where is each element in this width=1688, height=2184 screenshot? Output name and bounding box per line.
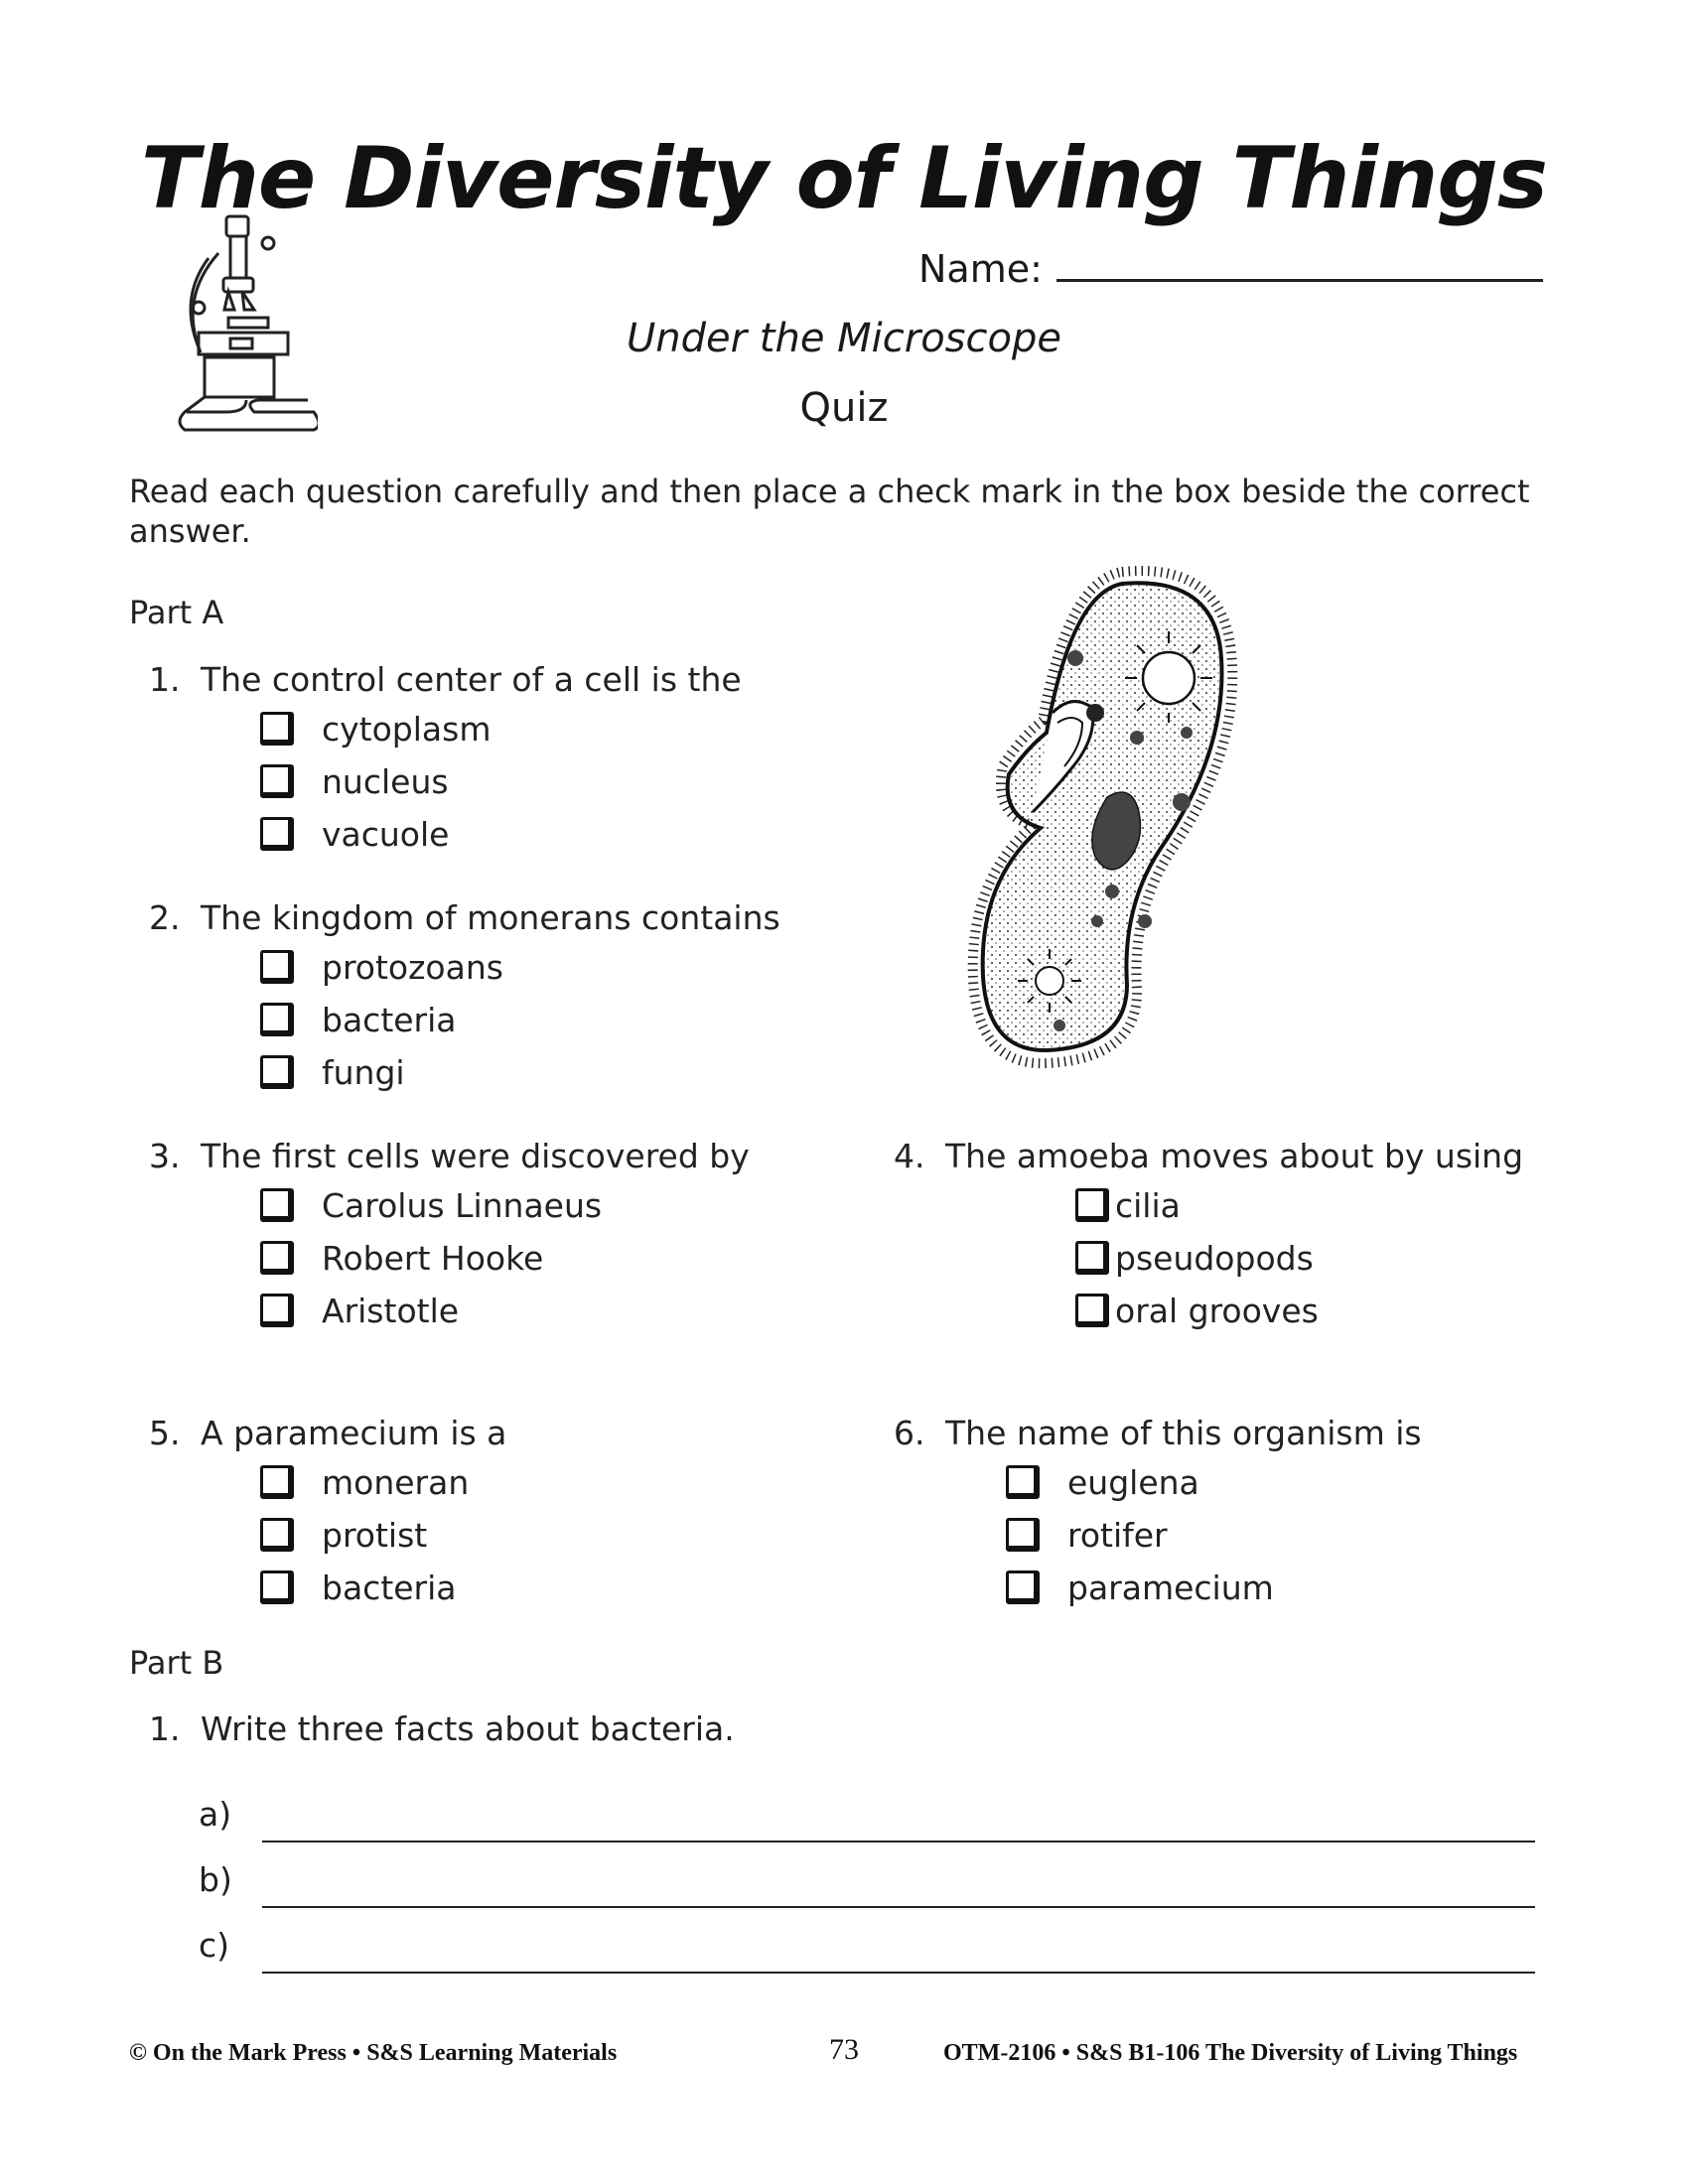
quiz-heading: Quiz [799, 385, 889, 431]
option[interactable]: bacteria [260, 1002, 503, 1039]
option[interactable]: cilia [1075, 1187, 1319, 1225]
checkbox[interactable] [1006, 1465, 1040, 1499]
question-5: 5. A paramecium is a [149, 1414, 507, 1452]
checkbox[interactable] [1075, 1188, 1109, 1222]
checkbox[interactable] [260, 817, 294, 851]
option[interactable]: fungi [260, 1054, 503, 1092]
checkbox[interactable] [260, 1241, 294, 1275]
option[interactable]: nucleus [260, 763, 491, 801]
checkbox[interactable] [260, 1003, 294, 1036]
option[interactable]: moneran [260, 1464, 469, 1502]
part-a-label: Part A [129, 594, 224, 631]
part-b-label: Part B [129, 1644, 224, 1682]
option[interactable]: rotifer [1006, 1517, 1274, 1555]
checkbox[interactable] [1006, 1570, 1040, 1604]
checkbox[interactable] [260, 1465, 294, 1499]
question-5-options [260, 1464, 469, 1607]
option[interactable]: pseudopods [1075, 1240, 1319, 1278]
checkbox[interactable] [260, 712, 294, 746]
paramecium-illustration [958, 564, 1266, 1080]
checkbox[interactable] [260, 764, 294, 798]
option[interactable]: euglena [1006, 1464, 1274, 1502]
footer-left: © On the Mark Press • S&S Learning Materials [129, 2040, 618, 2066]
checkbox[interactable] [260, 950, 294, 984]
name-label: Name: [918, 247, 1043, 291]
option[interactable]: vacuole [260, 816, 491, 854]
answer-line-c[interactable] [262, 1970, 1535, 1974]
option[interactable]: cytoplasm [260, 711, 491, 749]
checkbox[interactable] [1075, 1241, 1109, 1275]
part-b-question-1: 1. Write three facts about bacteria. [149, 1709, 735, 1748]
answer-label-c: c) [199, 1926, 230, 1965]
question-3: 3. The first cells were discovered by [149, 1137, 750, 1175]
question-6: 6. The name of this organism is [894, 1414, 1422, 1452]
option[interactable]: oral grooves [1075, 1293, 1319, 1330]
question-6-options [1006, 1464, 1274, 1607]
name-row [918, 243, 1543, 291]
question-4: 4. The amoeba moves about by using [894, 1137, 1524, 1175]
checkbox[interactable] [260, 1518, 294, 1552]
checkbox[interactable] [260, 1570, 294, 1604]
option[interactable]: Robert Hooke [260, 1240, 602, 1278]
answer-label-b: b) [199, 1860, 232, 1899]
answer-line-a[interactable] [262, 1839, 1535, 1843]
question-3-options [260, 1187, 602, 1330]
checkbox[interactable] [1075, 1294, 1109, 1327]
question-1-options [260, 711, 491, 854]
answer-line-b[interactable] [262, 1904, 1535, 1908]
option[interactable]: Aristotle [260, 1293, 602, 1330]
checkbox[interactable] [260, 1188, 294, 1222]
checkbox[interactable] [260, 1294, 294, 1327]
question-2: 2. The kingdom of monerans contains [149, 898, 780, 937]
option[interactable]: bacteria [260, 1570, 469, 1607]
question-2-options [260, 949, 503, 1092]
page-title: The Diversity of Living Things [141, 129, 1547, 228]
question-1: 1. The control center of a cell is the [149, 660, 742, 699]
footer-right: OTM-2106 • S&S B1-106 The Diversity of Living Things [943, 2040, 1518, 2066]
option[interactable]: Carolus Linnaeus [260, 1187, 602, 1225]
checkbox[interactable] [260, 1055, 294, 1089]
subtitle: Under the Microscope [627, 316, 1061, 361]
question-4-options [1075, 1187, 1319, 1330]
instructions: Read each question carefully and then place a check mark in the box beside the correct answer. [129, 473, 1530, 550]
name-field[interactable] [1056, 243, 1543, 282]
page-number: 73 [829, 2033, 859, 2066]
option[interactable]: paramecium [1006, 1570, 1274, 1607]
answer-label-a: a) [199, 1795, 232, 1834]
option[interactable]: protist [260, 1517, 469, 1555]
checkbox[interactable] [1006, 1518, 1040, 1552]
option[interactable]: protozoans [260, 949, 503, 987]
